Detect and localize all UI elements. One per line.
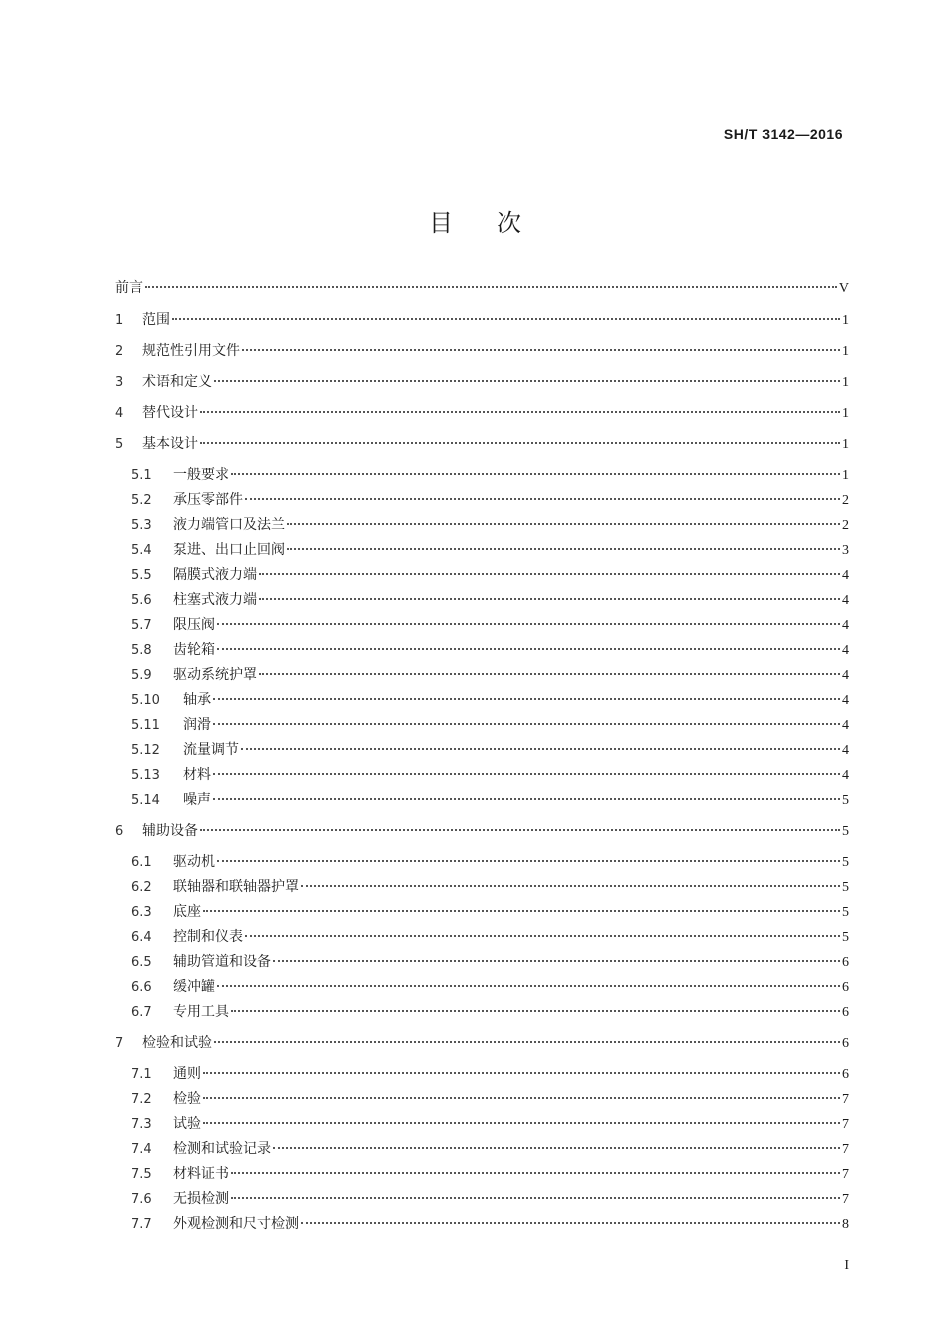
toc-entry-label: 一般要求 [173, 467, 229, 483]
page-title: 目次 [429, 209, 565, 237]
toc-dot-leader [231, 1010, 840, 1012]
toc-dot-leader [200, 442, 840, 444]
toc-entry[interactable] [131, 764, 849, 786]
toc-entry-page: 4 [842, 743, 849, 758]
toc-dot-leader [301, 1222, 840, 1224]
toc-entry-page: 7 [842, 1117, 849, 1132]
toc-dot-leader [217, 985, 840, 987]
toc-entry-page: 3 [842, 543, 849, 558]
toc-entry-label: 泵进、出口止回阀 [173, 542, 285, 558]
toc-entry-number: 5.12 [131, 743, 160, 758]
toc-dot-leader [213, 698, 840, 700]
toc-entry-number: 5.13 [131, 768, 160, 783]
toc-dot-leader [245, 935, 840, 937]
toc-entry-label: 通则 [173, 1066, 201, 1082]
toc-entry-label: 润滑 [183, 717, 211, 733]
toc-dot-leader [231, 1172, 840, 1174]
toc-entry-label: 驱动系统护罩 [173, 667, 257, 683]
toc-entry-label: 柱塞式液力端 [173, 592, 257, 608]
toc-dot-leader [231, 473, 840, 475]
toc-entry-number: 5.10 [131, 693, 160, 708]
toc-entry-number: 7.3 [131, 1117, 152, 1132]
toc-entry-label: 联轴器和联轴器护罩 [173, 879, 299, 895]
toc-entry-page: 4 [842, 693, 849, 708]
toc-entry-number: 5.8 [131, 643, 152, 658]
toc-entry-page: 7 [842, 1142, 849, 1157]
toc-entry[interactable] [131, 689, 849, 711]
toc-entry-label: 范围 [142, 312, 170, 328]
toc-entry-label: 辅助管道和设备 [173, 954, 271, 970]
toc-dot-leader [203, 1072, 840, 1074]
toc-entry-label: 检验和试验 [142, 1035, 212, 1051]
toc-entry-label: 噪声 [183, 792, 211, 808]
toc-entry[interactable] [131, 876, 849, 898]
toc-entry-number: 6.6 [131, 980, 152, 995]
toc-entry-label: 术语和定义 [142, 374, 212, 390]
toc-entry-number: 7.1 [131, 1067, 152, 1082]
toc-entry[interactable] [131, 514, 849, 536]
toc-entry[interactable] [115, 309, 849, 331]
toc-entry[interactable] [131, 489, 849, 511]
toc-entry-label: 基本设计 [142, 436, 198, 452]
toc-entry-label: 驱动机 [173, 854, 215, 870]
toc-dot-leader [200, 829, 840, 831]
toc-entry-page: 4 [842, 643, 849, 658]
toc-dot-leader [213, 798, 840, 800]
toc-entry-number: 5.11 [131, 718, 160, 733]
toc-entry-number: 7.5 [131, 1167, 152, 1182]
toc-entry[interactable] [131, 464, 849, 486]
toc-entry[interactable] [131, 1163, 849, 1185]
toc-entry[interactable] [115, 820, 849, 842]
toc-entry-label: 轴承 [183, 692, 211, 708]
toc-dot-leader [200, 411, 840, 413]
toc-dot-leader [242, 349, 840, 351]
toc-entry-label: 限压阀 [173, 617, 215, 633]
toc-entry-number: 2 [115, 344, 124, 359]
toc-entry-label: 隔膜式液力端 [173, 567, 257, 583]
toc-entry[interactable] [131, 926, 849, 948]
toc-entry-number: 5.5 [131, 568, 152, 583]
toc-entry-label: 检验 [173, 1091, 201, 1107]
toc-entry-number: 6.5 [131, 955, 152, 970]
toc-entry[interactable] [131, 851, 849, 873]
toc-entry-label: 流量调节 [183, 742, 239, 758]
toc-entry-page: 8 [842, 1217, 849, 1232]
toc-entry-number: 5.9 [131, 668, 152, 683]
toc-entry[interactable] [131, 1188, 849, 1210]
toc-entry-page: 1 [842, 344, 849, 359]
toc-dot-leader [301, 885, 840, 887]
toc-entry-page: 2 [842, 518, 849, 533]
toc-dot-leader [203, 1097, 840, 1099]
toc-entry-number: 5.3 [131, 518, 152, 533]
toc-entry-number: 7.2 [131, 1092, 152, 1107]
toc-dot-leader [203, 910, 840, 912]
toc-dot-leader [217, 860, 840, 862]
toc-entry-label: 专用工具 [173, 1004, 229, 1020]
toc-entry[interactable] [115, 433, 849, 455]
toc-entry-page: 6 [842, 1005, 849, 1020]
toc-dot-leader [259, 673, 840, 675]
toc-entry-number: 6 [115, 824, 124, 839]
toc-entry-page: 5 [842, 855, 849, 870]
toc-entry-page: 7 [842, 1192, 849, 1207]
toc-entry[interactable] [131, 1063, 849, 1085]
toc-entry-page: 6 [842, 955, 849, 970]
toc-entry-number: 7.6 [131, 1192, 152, 1207]
toc-entry[interactable] [131, 1138, 849, 1160]
toc-entry[interactable] [131, 901, 849, 923]
toc-dot-leader [287, 523, 840, 525]
toc-entry[interactable] [131, 564, 849, 586]
toc-entry-page: 5 [842, 930, 849, 945]
toc-entry-page: 7 [842, 1167, 849, 1182]
toc-entry-page: 6 [842, 1067, 849, 1082]
toc-dot-leader [213, 773, 840, 775]
toc-entry-number: 6.3 [131, 905, 152, 920]
toc-entry-page: 4 [842, 593, 849, 608]
toc-entry-label: 齿轮箱 [173, 642, 215, 658]
toc-entry-page: 1 [842, 468, 849, 483]
toc-entry-label: 检测和试验记录 [173, 1141, 271, 1157]
toc-entry[interactable] [115, 402, 849, 424]
toc-entry-number: 5.4 [131, 543, 152, 558]
toc-dot-leader [217, 648, 840, 650]
toc-entry-page: 5 [842, 880, 849, 895]
toc-dot-leader [217, 623, 840, 625]
toc-dot-leader [203, 1122, 840, 1124]
toc-entry[interactable] [131, 1113, 849, 1135]
toc-entry-page: 5 [842, 905, 849, 920]
toc-entry-page: 1 [842, 313, 849, 328]
toc-entry-number: 4 [115, 406, 124, 421]
toc-entry[interactable] [115, 371, 849, 393]
toc-dot-leader [213, 723, 840, 725]
toc-entry[interactable] [131, 1001, 849, 1023]
toc-entry-label: 外观检测和尺寸检测 [173, 1216, 299, 1232]
toc-entry-label: 缓冲罐 [173, 979, 215, 995]
toc-entry-label: 前言 [115, 280, 143, 296]
toc-entry-label: 材料 [183, 767, 211, 783]
toc-dot-leader [273, 1147, 840, 1149]
toc-entry-page: 5 [842, 824, 849, 839]
toc-entry-number: 7 [115, 1036, 124, 1051]
toc-dot-leader [241, 748, 840, 750]
toc-dot-leader [145, 286, 837, 288]
toc-entry-label: 控制和仪表 [173, 929, 243, 945]
toc-entry-label: 承压零部件 [173, 492, 243, 508]
toc-entry-number: 5.7 [131, 618, 152, 633]
toc-entry-label: 替代设计 [142, 405, 198, 421]
toc-dot-leader [259, 573, 840, 575]
toc-entry[interactable] [131, 1213, 849, 1235]
toc-entry-page: 4 [842, 718, 849, 733]
toc-dot-leader [259, 598, 840, 600]
toc-entry-number: 6.4 [131, 930, 152, 945]
toc-entry[interactable] [131, 589, 849, 611]
toc-entry-number: 5.2 [131, 493, 152, 508]
toc-entry-label: 试验 [173, 1116, 201, 1132]
toc-entry[interactable] [131, 714, 849, 736]
toc-entry-page: 1 [842, 437, 849, 452]
toc-entry-number: 1 [115, 313, 124, 328]
toc-entry[interactable] [131, 639, 849, 661]
toc-entry-page: V [838, 281, 849, 296]
toc-entry-page: 6 [842, 1036, 849, 1051]
toc-entry-label: 材料证书 [173, 1166, 229, 1182]
toc-entry[interactable] [131, 951, 849, 973]
toc-entry-number: 6.7 [131, 1005, 152, 1020]
toc-entry-label: 辅助设备 [142, 823, 198, 839]
toc-entry-label: 液力端管口及法兰 [173, 517, 285, 533]
toc-entry-number: 7.7 [131, 1217, 152, 1232]
toc-entry-page: 4 [842, 618, 849, 633]
toc-entry[interactable] [131, 976, 849, 998]
toc-entry[interactable] [115, 340, 849, 362]
toc-entry-number: 6.2 [131, 880, 152, 895]
toc-entry[interactable] [115, 277, 849, 299]
toc-entry-number: 5.6 [131, 593, 152, 608]
toc-entry-number: 5.14 [131, 793, 160, 808]
toc-entry-number: 3 [115, 375, 124, 390]
toc-dot-leader [245, 498, 840, 500]
toc-entry-label: 规范性引用文件 [142, 343, 240, 359]
toc-entry-page: 4 [842, 768, 849, 783]
toc-entry-page: 1 [842, 375, 849, 390]
toc-entry-page: 4 [842, 668, 849, 683]
toc-entry[interactable] [131, 789, 849, 811]
toc-entry[interactable] [131, 1088, 849, 1110]
toc-entry-number: 5.1 [131, 468, 152, 483]
toc-entry-number: 7.4 [131, 1142, 152, 1157]
toc-entry-page: 1 [842, 406, 849, 421]
toc-dot-leader [231, 1197, 840, 1199]
toc-entry-label: 无损检测 [173, 1191, 229, 1207]
toc-entry-number: 6.1 [131, 855, 152, 870]
toc-dot-leader [214, 1041, 840, 1043]
toc-dot-leader [214, 380, 840, 382]
toc-dot-leader [172, 318, 840, 320]
toc-entry[interactable] [131, 539, 849, 561]
toc-entry[interactable] [131, 614, 849, 636]
toc-entry[interactable] [131, 664, 849, 686]
toc-entry[interactable] [131, 739, 849, 761]
document-code: SH/T 3142—2016 [723, 126, 843, 142]
toc-entry-page: 6 [842, 980, 849, 995]
toc-entry-page: 2 [842, 493, 849, 508]
toc-entry-page: 4 [842, 568, 849, 583]
page-number: I [844, 1258, 849, 1273]
toc-entry-label: 底座 [173, 904, 201, 920]
toc-dot-leader [273, 960, 840, 962]
toc-entry-page: 7 [842, 1092, 849, 1107]
toc-entry[interactable] [115, 1032, 849, 1054]
toc-entry-number: 5 [115, 437, 124, 452]
toc-dot-leader [287, 548, 840, 550]
toc-entry-page: 5 [842, 793, 849, 808]
